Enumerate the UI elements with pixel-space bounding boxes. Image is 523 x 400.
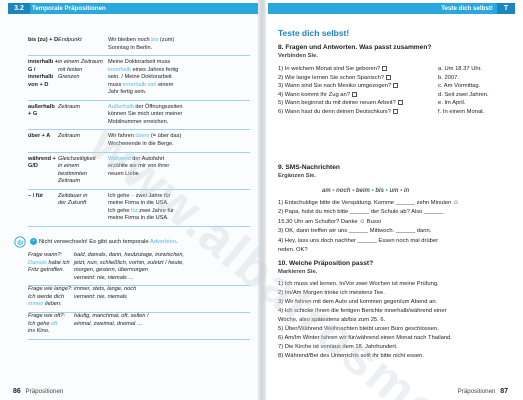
adverb-group [28, 311, 250, 340]
preposition-cell: – / für [28, 192, 44, 199]
sms-line: reden. OK? [278, 247, 308, 254]
matching-row [278, 109, 508, 118]
question-text: 2) Wie lange lernen Sie schon Spanisch? [278, 74, 385, 81]
text-line [108, 45, 250, 53]
answer: b. 2007. [438, 74, 459, 81]
question [278, 92, 438, 101]
preposition-line: 4) Ich schicke Ihnen die fertigen Berichte innerhalb/während einer [278, 308, 447, 314]
exercise-9-subtitle: Ergänzen Sie. [278, 172, 317, 179]
text-segment: zwei Jahre für [137, 207, 174, 214]
right-footer [458, 387, 511, 396]
meaning-cell [58, 59, 108, 97]
text-segment: Ich werde dich [28, 293, 65, 300]
adverb-line: verneint: nie, niemals [74, 293, 127, 300]
highlight-segment: oft [51, 320, 58, 327]
matching-row [278, 83, 508, 92]
question-text: 3) Wann sind Sie nach Mexiko umgezogen? [278, 83, 392, 90]
text-segment: Fritz getroffen. [28, 267, 65, 274]
text-line [28, 301, 74, 309]
book-gutter [258, 0, 266, 400]
question [278, 100, 438, 109]
chapter-number: 3.2 [8, 3, 30, 14]
meaning-cell [58, 37, 108, 52]
word: beim [355, 188, 370, 194]
page-number: 87 [500, 387, 508, 395]
left-header-title: Temporale Präpositionen [32, 5, 106, 12]
text-segment: neuen Liebe. [108, 170, 141, 177]
left-footer [10, 387, 63, 396]
text-line [28, 328, 74, 336]
separator-icon: • [384, 188, 390, 194]
word: bis [375, 188, 385, 194]
text-segment: Frage wie lange?: [28, 286, 73, 292]
matching-row [278, 75, 508, 84]
text-line [28, 294, 74, 302]
text-segment: Frage wie oft?: [28, 313, 65, 319]
text-line [28, 321, 74, 329]
adverb-line: einmal, zweimal, dreimal … [74, 320, 143, 327]
exercise-8-title: 8. Fragen und Antworten. Was passt zusammen? [278, 44, 432, 51]
text-segment: Meine Doktorarbeit muss [108, 59, 171, 66]
exercise-9-title: 9. SMS-Nachrichten [278, 164, 340, 171]
text-segment: Wochenende in die Berge. [108, 141, 174, 148]
preposition-line: 8) Während/Bei des Unterrichts sollt ihr bitte nicht essen. [278, 353, 424, 359]
text-segment: Ich gehe [108, 192, 132, 199]
question-text: 6) Wann hast du denn deinen Deutschkurs? [278, 109, 391, 115]
right-header-bar [268, 3, 515, 14]
separator-icon: • [330, 188, 337, 194]
text-segment: Mobilnummer erreichen. [108, 118, 169, 125]
exercise-8-heading [278, 44, 508, 63]
answer-box[interactable] [393, 109, 398, 114]
answer-box[interactable] [382, 66, 387, 71]
attention-hand-icon [14, 236, 26, 248]
table-row [28, 34, 250, 56]
text-segment: ins Kino. [28, 328, 50, 335]
text-segment: erzählte sie mir von ihrer [108, 163, 170, 170]
left-header-bar [8, 3, 258, 14]
text-segment: der Öffnungszeiten [133, 103, 183, 110]
meaning-line: in einem Zeitraum [58, 59, 103, 66]
preposition-cell: innerhalb + G / innerhalb von + D [28, 59, 58, 88]
word: noch [336, 188, 351, 194]
question [278, 109, 438, 118]
adverb-line: jetzt, nun, schließlich, vorhin, zuletzt / heute, [74, 259, 184, 266]
preposition-line: 3) Wir fahren mit dem Auto und kommen gegen/um Abend an. [278, 299, 438, 305]
exercise-8-subtitle: Verbinden Sie. [278, 52, 318, 59]
table-row [28, 56, 250, 101]
sms-line: 3) OK, dann treffen wir uns ______ Mittwoch. ______ dann. [278, 228, 432, 235]
exercise-9-lines [278, 200, 508, 256]
question-text: 1) In welchem Monat sind Sie geboren? [278, 66, 381, 73]
text-line [108, 104, 250, 112]
preposition-cell: außerhalb + G [28, 103, 55, 118]
text-line [28, 313, 74, 321]
sms-line: 1) Entschuldige bitte die Verspätung. Komme ______ zehn Minuten ☺ [278, 200, 459, 206]
text-line [108, 67, 250, 75]
text-segment: muss [108, 81, 123, 88]
word: um [389, 188, 399, 194]
meaning-line: Gleichzeitigkeit [58, 155, 96, 162]
matching-row [278, 66, 508, 75]
separator-icon: • [369, 188, 376, 194]
highlight-segment: innerhalb von [122, 81, 157, 88]
page-number: 86 [13, 387, 21, 395]
question-text: 5) Wann beginnst du mit deiner neuen Arbeit? [278, 100, 396, 107]
preposition-line: 5) Über/Während Weihnachten bleibt unser Büro geschlossen. [278, 326, 439, 332]
bullet-icon: • [30, 238, 37, 245]
text-segment: Wir fahren [108, 133, 136, 140]
meaning-line: Endpunkt [58, 37, 82, 43]
text-segment: Frage wann?: [28, 252, 63, 258]
answer-box[interactable] [386, 75, 391, 80]
highlight-segment: bis [151, 37, 159, 43]
word: in [403, 188, 410, 194]
text-segment: (= über das) [149, 133, 182, 140]
exercise-10-title: 10. Welche Präposition passt? [278, 260, 374, 267]
text-line [108, 37, 250, 45]
text-line [28, 260, 74, 268]
adverb-list [74, 286, 250, 309]
text-line [28, 286, 74, 294]
question-text: 4) Wann kommt Ihr Zug an? [278, 91, 350, 98]
highlight-segment: für [131, 207, 138, 214]
text-segment: habe ich [46, 259, 70, 266]
preposition-line: 6) Am/Im Winter fahren wir für/während einen Monat nach Thailand. [278, 335, 452, 341]
text-segment: zwei Jahre für [134, 192, 171, 199]
text-line [108, 89, 250, 97]
word-bank [322, 187, 409, 195]
answer: f. In einem Monat. [438, 108, 485, 115]
adverb-group [28, 284, 250, 313]
meaning-line: der Zukunft [58, 200, 87, 207]
highlight-segment: übers [135, 133, 150, 140]
text-segment: meine Firma in die USA. [108, 200, 169, 207]
question [278, 83, 438, 92]
highlight-segment: Damals [28, 259, 47, 266]
text-line [108, 82, 250, 90]
separator-icon: • [398, 188, 404, 194]
meaning-line: in einem bestimmten [58, 163, 87, 177]
meaning-line: Zeitraum [58, 178, 81, 185]
right-header-title: Teste dich selbst! [441, 5, 493, 12]
highlight-segment: – [131, 192, 135, 199]
separator-icon: • [350, 188, 356, 194]
meaning-line: Zeitraum [58, 103, 81, 110]
text-segment: Jahr fertig sein. [108, 89, 147, 96]
highlight-segment: immer [28, 301, 44, 308]
preposition-cell: über + A [28, 133, 51, 140]
footer-label: Präpositionen [25, 387, 64, 395]
section-title: Teste dich selbst! [278, 28, 350, 38]
question [278, 66, 438, 75]
exercise-10-subtitle: Markieren Sie. [278, 268, 318, 275]
text-line [108, 74, 250, 82]
exercise-9-heading [278, 164, 508, 183]
meaning-cell [58, 104, 108, 127]
answer: e. Im April. [438, 100, 466, 107]
meaning-line: Zeitraum [58, 133, 81, 140]
word: am [322, 188, 331, 194]
meaning-line: mit festen Grenzen [58, 66, 83, 81]
adverb-line: morgen, gestern, übermorgen [74, 267, 149, 274]
text-segment: der Autofahrt [130, 155, 165, 162]
text-line [28, 252, 74, 260]
sms-line: 15.30 Uhr am Schultor? Danke ☺ Bussi [278, 218, 381, 225]
answer: d. Seit zwei Jahren. [438, 91, 489, 98]
text-line [108, 59, 250, 67]
text-segment: Ich gehe [108, 207, 132, 214]
answer: a. Um 18.37 Uhr. [438, 66, 482, 72]
text-line [28, 267, 74, 275]
preposition-cell: während + G/D [28, 155, 56, 170]
text-segment: Ich gehe [28, 320, 52, 327]
question-example [28, 313, 74, 336]
matching-row [278, 100, 508, 109]
highlight-segment: Während [108, 155, 131, 162]
adverb-line: verneint: nie, niemals … [74, 274, 135, 281]
example-cell [108, 37, 250, 52]
text-segment: sein. / Meine Doktorarbeit [108, 74, 172, 81]
adverb-list [74, 313, 250, 336]
question-example [28, 286, 74, 309]
text-segment: Wir bleiben noch [108, 37, 152, 43]
matching-row [278, 92, 508, 101]
meaning-line: Zeitdauer in [58, 192, 88, 199]
preposition-cell: bis (zu) + D [28, 37, 58, 43]
preposition-line: Woche, also spätestens ab/bis zum 25. 6. [278, 317, 386, 323]
text-segment: eines Jahres fertig [131, 66, 179, 73]
preposition-line: 1) Ich muss viel lernen. In/Vor zwei Wochen ist meine Prüfung. [278, 281, 439, 287]
footer-label: Präpositionen [457, 387, 496, 395]
meaning-cell [58, 193, 108, 223]
question-example [28, 252, 74, 282]
sms-line: 2) Papa, holst du mich bitte ______ der Schule ab? Also ______ [278, 209, 444, 216]
adverb-line: bald, damals, dann, heutzutage, inzwischen, [74, 252, 185, 258]
answer-box[interactable] [393, 83, 398, 88]
text-segment: Sonntag in Berlin. [108, 44, 153, 51]
example-cell [108, 59, 250, 97]
right-chapter-mark: T [497, 3, 515, 14]
adverb-line: häufig, manchmal, oft, selten / [74, 313, 149, 319]
answer-box[interactable] [398, 100, 403, 105]
preposition-line: 7) Die Kirche ist von/aus dem 18. Jahrhundert. [278, 344, 398, 350]
answer-box[interactable] [352, 92, 357, 97]
question [278, 75, 438, 84]
vorsicht-highlight: Adverbien [149, 239, 176, 246]
highlight-segment: Außerhalb [108, 103, 134, 110]
vorsicht-text: Nicht verwechseln! Es gibt auch temporale [39, 239, 150, 246]
sms-line: 4) Hey, lass uns doch nachher ______ Essen noch mal drüber [278, 237, 439, 244]
text-segment: (zum) [158, 37, 175, 43]
preposition-line: 2) Im/Am Morgen trinke ich meistens Tee. [278, 290, 385, 296]
text-segment: können Sie mich unter meiner [108, 111, 183, 118]
text-segment: einem [156, 81, 174, 88]
highlight-segment: innerhalb [108, 66, 132, 73]
answer: c. Am Vormittag. [438, 83, 481, 90]
text-segment: meine Firma in die USA. [108, 215, 169, 222]
adverb-line: immer, stets, lange, noch [74, 286, 137, 292]
text-segment: lieben. [43, 301, 62, 308]
exercise-8-matching [278, 66, 508, 118]
vorsicht-end: . [175, 239, 178, 246]
